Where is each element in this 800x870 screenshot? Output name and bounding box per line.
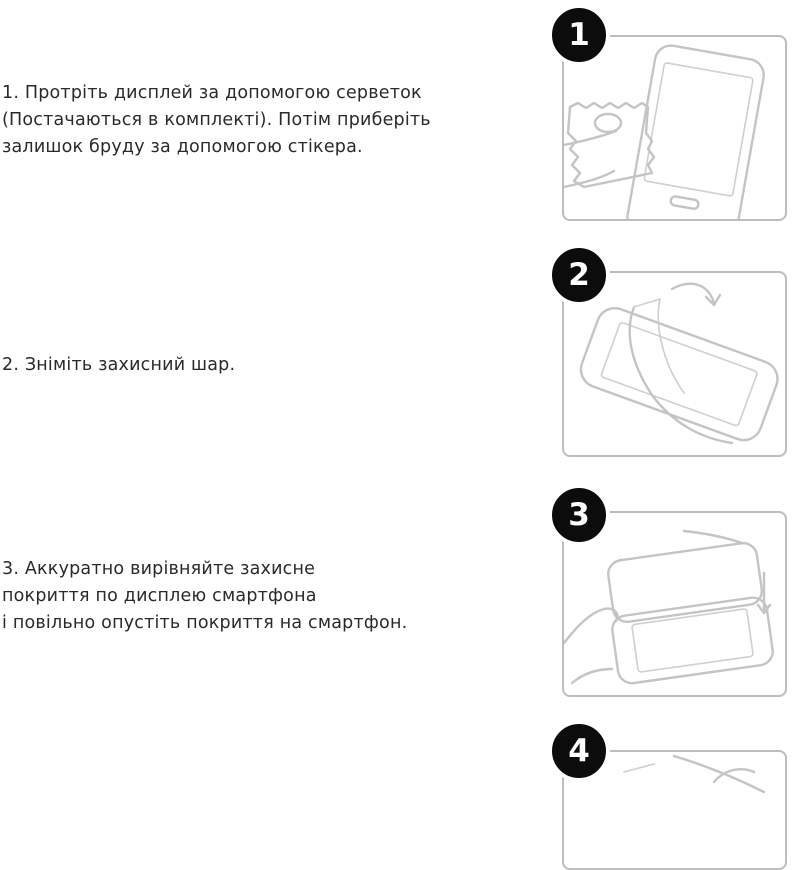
step-3-line-1: 3. Аккуратно вирівняйте захисне <box>2 559 316 579</box>
step-3-line-3: і повільно опустіть покриття на смартфон. <box>2 613 408 633</box>
step-1-line-3: залишок бруду за допомогою стікера. <box>2 137 363 157</box>
step-4-badge <box>548 720 610 782</box>
step-3-text <box>2 556 542 637</box>
step-3-number: 3 <box>568 496 590 533</box>
step-1-illustration <box>562 35 787 221</box>
peel-film-icon <box>564 273 785 455</box>
step-2-badge <box>548 244 610 306</box>
step-1-number: 1 <box>568 16 590 53</box>
step-1-line-2: (Постачаються в комплекті). Потім приберіть <box>2 110 431 130</box>
step-2-number: 2 <box>568 256 590 293</box>
step-1-text <box>2 80 542 161</box>
step-1-line-1: 1. Протріть дисплей за допомогою серветок <box>2 83 422 103</box>
phone-wipe-icon <box>564 37 785 219</box>
step-2-line-1: 2. Зніміть захисний шар. <box>2 355 236 375</box>
step-3-line-2: покриття по дисплею смартфона <box>2 586 317 606</box>
step-2-text <box>2 352 542 379</box>
step-4-number: 4 <box>568 732 590 769</box>
step-3-badge <box>548 484 610 546</box>
step-1-badge <box>548 4 610 66</box>
align-protector-icon <box>564 513 785 695</box>
